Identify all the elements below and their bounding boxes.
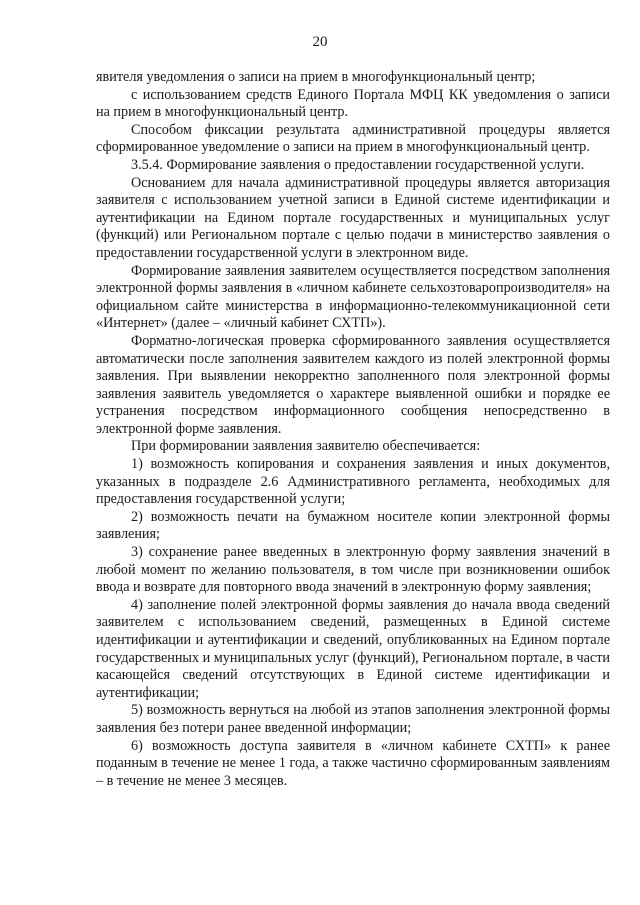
section-heading-3-5-4: 3.5.4. Формирование заявления о предоставлении государственной услуги. xyxy=(131,156,585,173)
paragraph-3: Способом фиксации результата административной процедуры является сформированное уведомление о записи на прием в многофункциональный центр. xyxy=(96,121,610,156)
list-item-1: 1) возможность копирования и сохранения заявления и иных документов, указанных в подразделе 2.6 Административного регламента, необходимых для предоставления государственной услуги; xyxy=(96,456,610,508)
page-number: 20 xyxy=(312,34,328,50)
paragraph-2: с использованием средств Единого Портала МФЦ КК уведомления о записи на прием в многофункциональный центр. xyxy=(96,86,610,121)
paragraph-7: Форматно-логическая проверка сформированного заявления осуществляется автоматически после заполнения заявителем каждого из полей электронной формы заявления. При выявлении некорректно заполненного поля электронной формы заявления заявитель уведомляется о характере выявленной ошибки и порядке ее устранения посредством информационного сообщения непосредственно в электронной форме заявления. xyxy=(96,332,610,437)
paragraph-1: явителя уведомления о записи на прием в многофункциональный центр; xyxy=(96,69,536,85)
list-item-5: 5) возможность вернуться на любой из этапов заполнения электронной формы заявления без потери ранее введенной информации; xyxy=(96,702,610,736)
document-body xyxy=(96,69,610,790)
paragraph-8: При формировании заявления заявителю обеспечивается: xyxy=(131,438,481,455)
list-item-6: 6) возможность доступа заявителя в «личном кабинете СХТП» к ранее поданным в течение не менее 1 года, а также частично сформированным заявлениям – в течение не менее 3 месяцев. xyxy=(96,737,610,789)
paragraph-6: Формирование заявления заявителем осуществляется посредством заполнения электронной формы заявления в «личном кабинете сельхозтоваропроизводителя» на официальном сайте министерства в информационно-телекоммуникационной сети «Интернет» (далее – «личный кабинет СХТП»). xyxy=(96,262,610,332)
list-item-3: 3) сохранение ранее введенных в электронную форму заявления значений в любой момент по желанию пользователя, в том числе при возникновении ошибок ввода и возврате для повторного ввода значений в электронную форму заявления; xyxy=(96,544,610,596)
list-item-2: 2) возможность печати на бумажном носителе копии электронной формы заявления; xyxy=(96,508,610,543)
list-item-4: 4) заполнение полей электронной формы заявления до начала ввода сведений заявителем с использованием сведений, размещенных в Единой системе идентификации и аутентификации и сведений, опубликованных на Едином портале государственных и муниципальных услуг (функций), Региональном портале, в части касающейся сведений отсутствующих в Единой системе идентификации и аутентификации; xyxy=(96,596,610,701)
paragraph-5: Основанием для начала административной процедуры является авторизация заявителя с использованием учетной записи в Единой системе идентификации и аутентификации на Едином портале государственных и муниципальных услуг (функций) или Региональном портале с целью подачи в министерство заявления о предоставлении государственной услуги в электронном виде. xyxy=(96,174,610,261)
